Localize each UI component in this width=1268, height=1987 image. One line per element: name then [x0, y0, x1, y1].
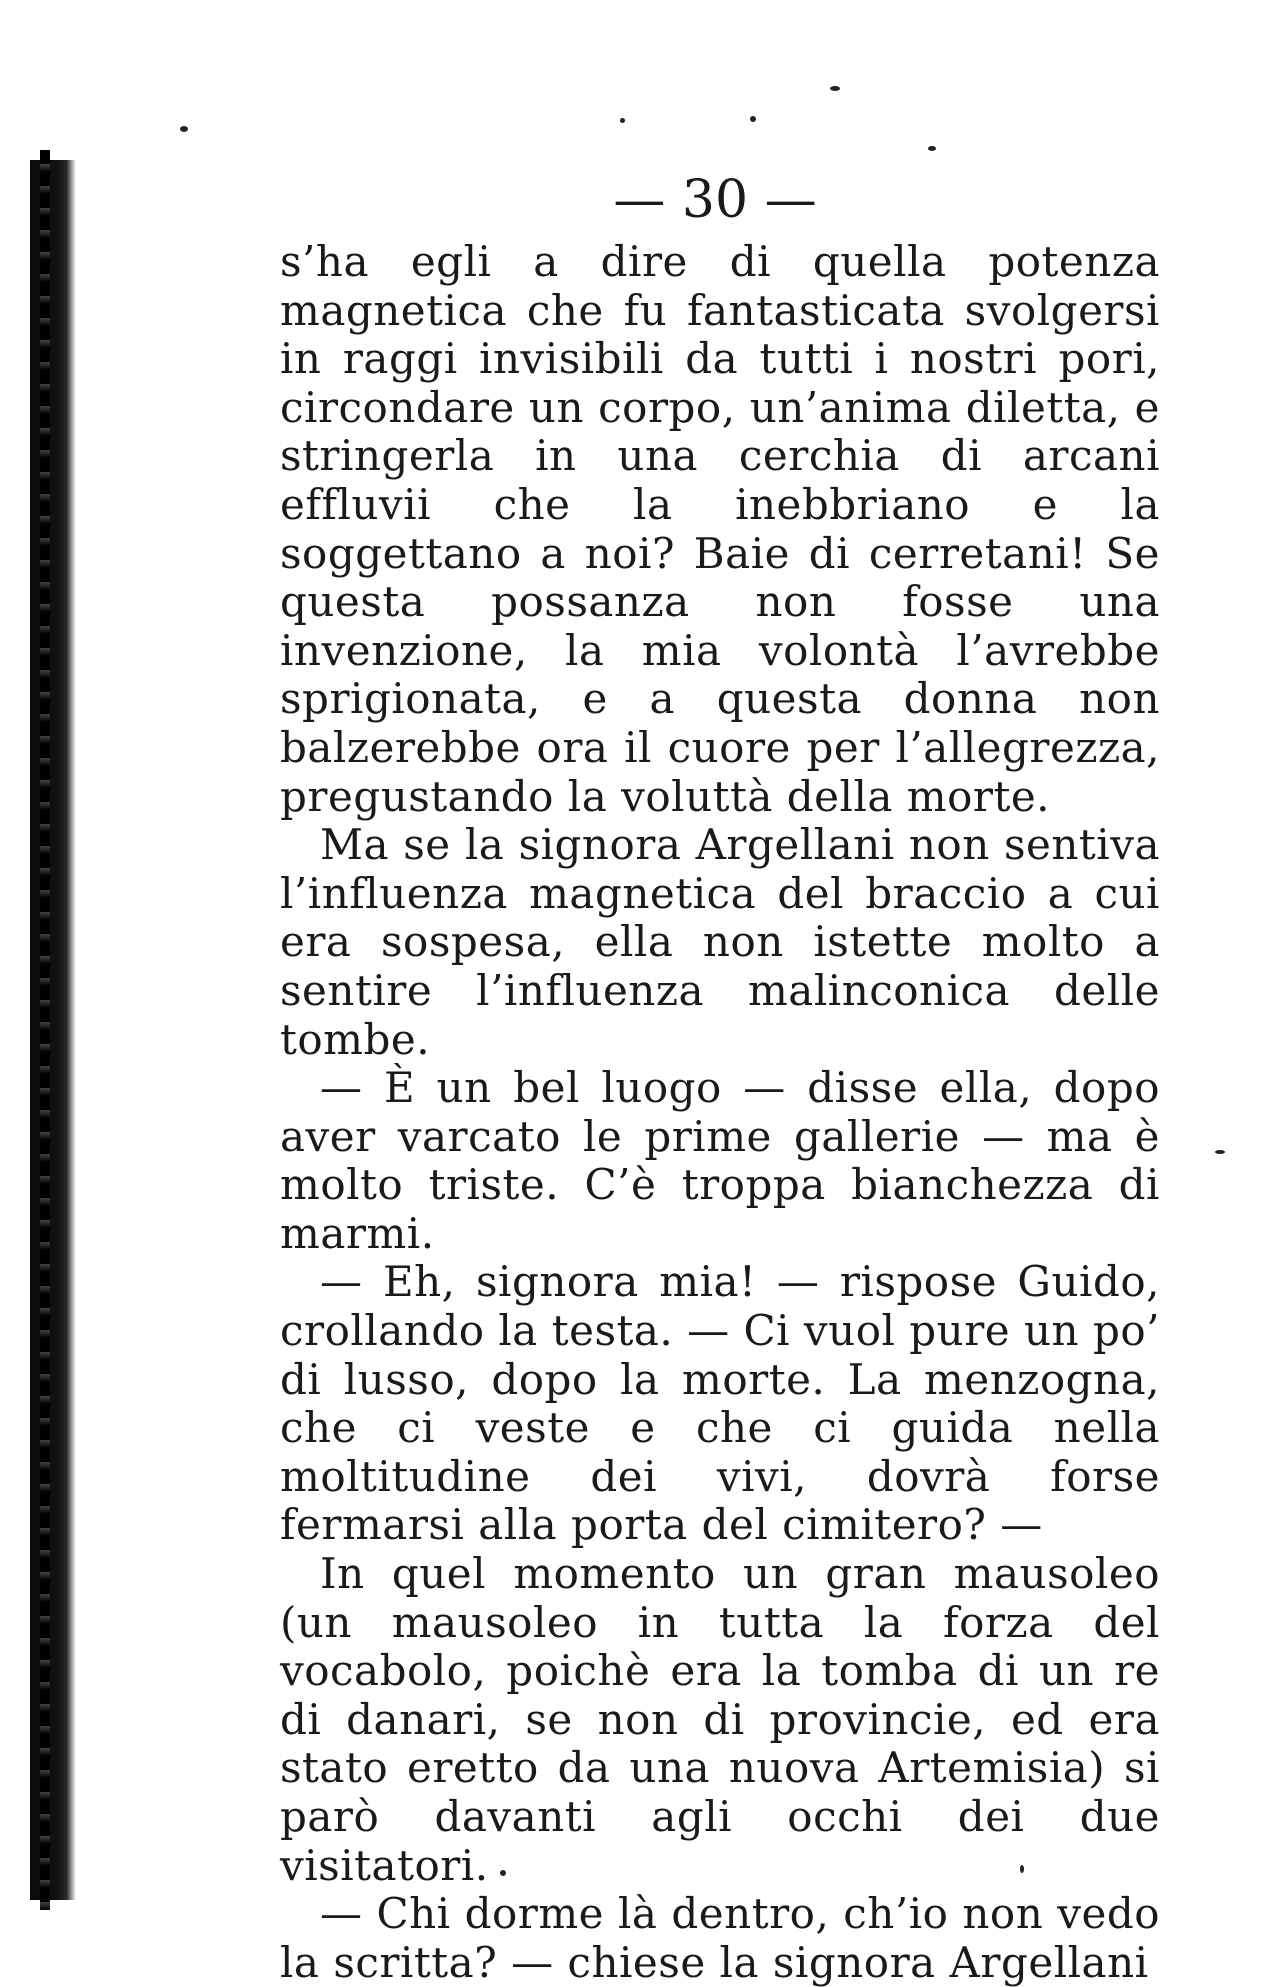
paragraph: — Eh, signora mia! — rispose Guido, crollando la testa. — Ci vuol pure un po’ di lusso, dopo la morte. La menzogna, che ci veste e che ci guida nella moltitudine dei vivi, dovrà forse fermarsi alla porta del cimitero? — — [280, 1257, 1160, 1550]
paragraph: In quel momento un gran mausoleo (un mausoleo in tutta la forza del vocabolo, poichè era la tomba di un re di danari, se non di provincie, ed era stato eretto da una nuova Artemisia) si parò davanti agli occhi dei due visitatori. — [280, 1549, 1160, 1890]
paragraph: — Chi dorme là dentro, ch’io non vedo la scritta? — chiese la signora Argellani — [280, 1889, 1160, 1987]
scan-speck — [928, 146, 936, 151]
paragraph: s’ha egli a dire di quella potenza magnetica che fu fantasticata svolgersi in raggi invisibili da tutti i nostri pori, circondare un corpo, un’anima diletta, e stringerla in una cerchia di arcani effluvii che la inebbriano e la soggettano a noi? Baie di cerretani! Se questa possanza non fosse una invenzione, la mia volontà l’avrebbe sprigionata, e a questa donna non balzerebbe ora il cuore per l’allegrezza, pregustando la voluttà della morte. — [280, 237, 1160, 821]
paragraph: — È un bel luogo — disse ella, dopo aver varcato le prime gallerie — ma è molto triste. C’è troppa bianchezza di marmi. — [280, 1063, 1160, 1258]
scan-noise — [700, 30, 1180, 60]
scan-speck — [180, 126, 188, 132]
scan-speck — [1215, 1150, 1225, 1154]
scan-speck — [620, 118, 625, 123]
page-body — [280, 238, 1160, 1987]
book-binding-edge — [40, 150, 50, 1910]
book-page — [280, 168, 1160, 1987]
scan-speck — [750, 116, 756, 122]
page-number: — 30 — — [613, 170, 817, 230]
scan-speck — [830, 86, 840, 91]
book-spine-shadow — [30, 160, 76, 1900]
paragraph: Ma se la signora Argellani non sentiva l’influenza magnetica del braccio a cui era sospesa, ella non istette molto a sentire l’influenza malinconica delle tombe. — [280, 820, 1160, 1064]
